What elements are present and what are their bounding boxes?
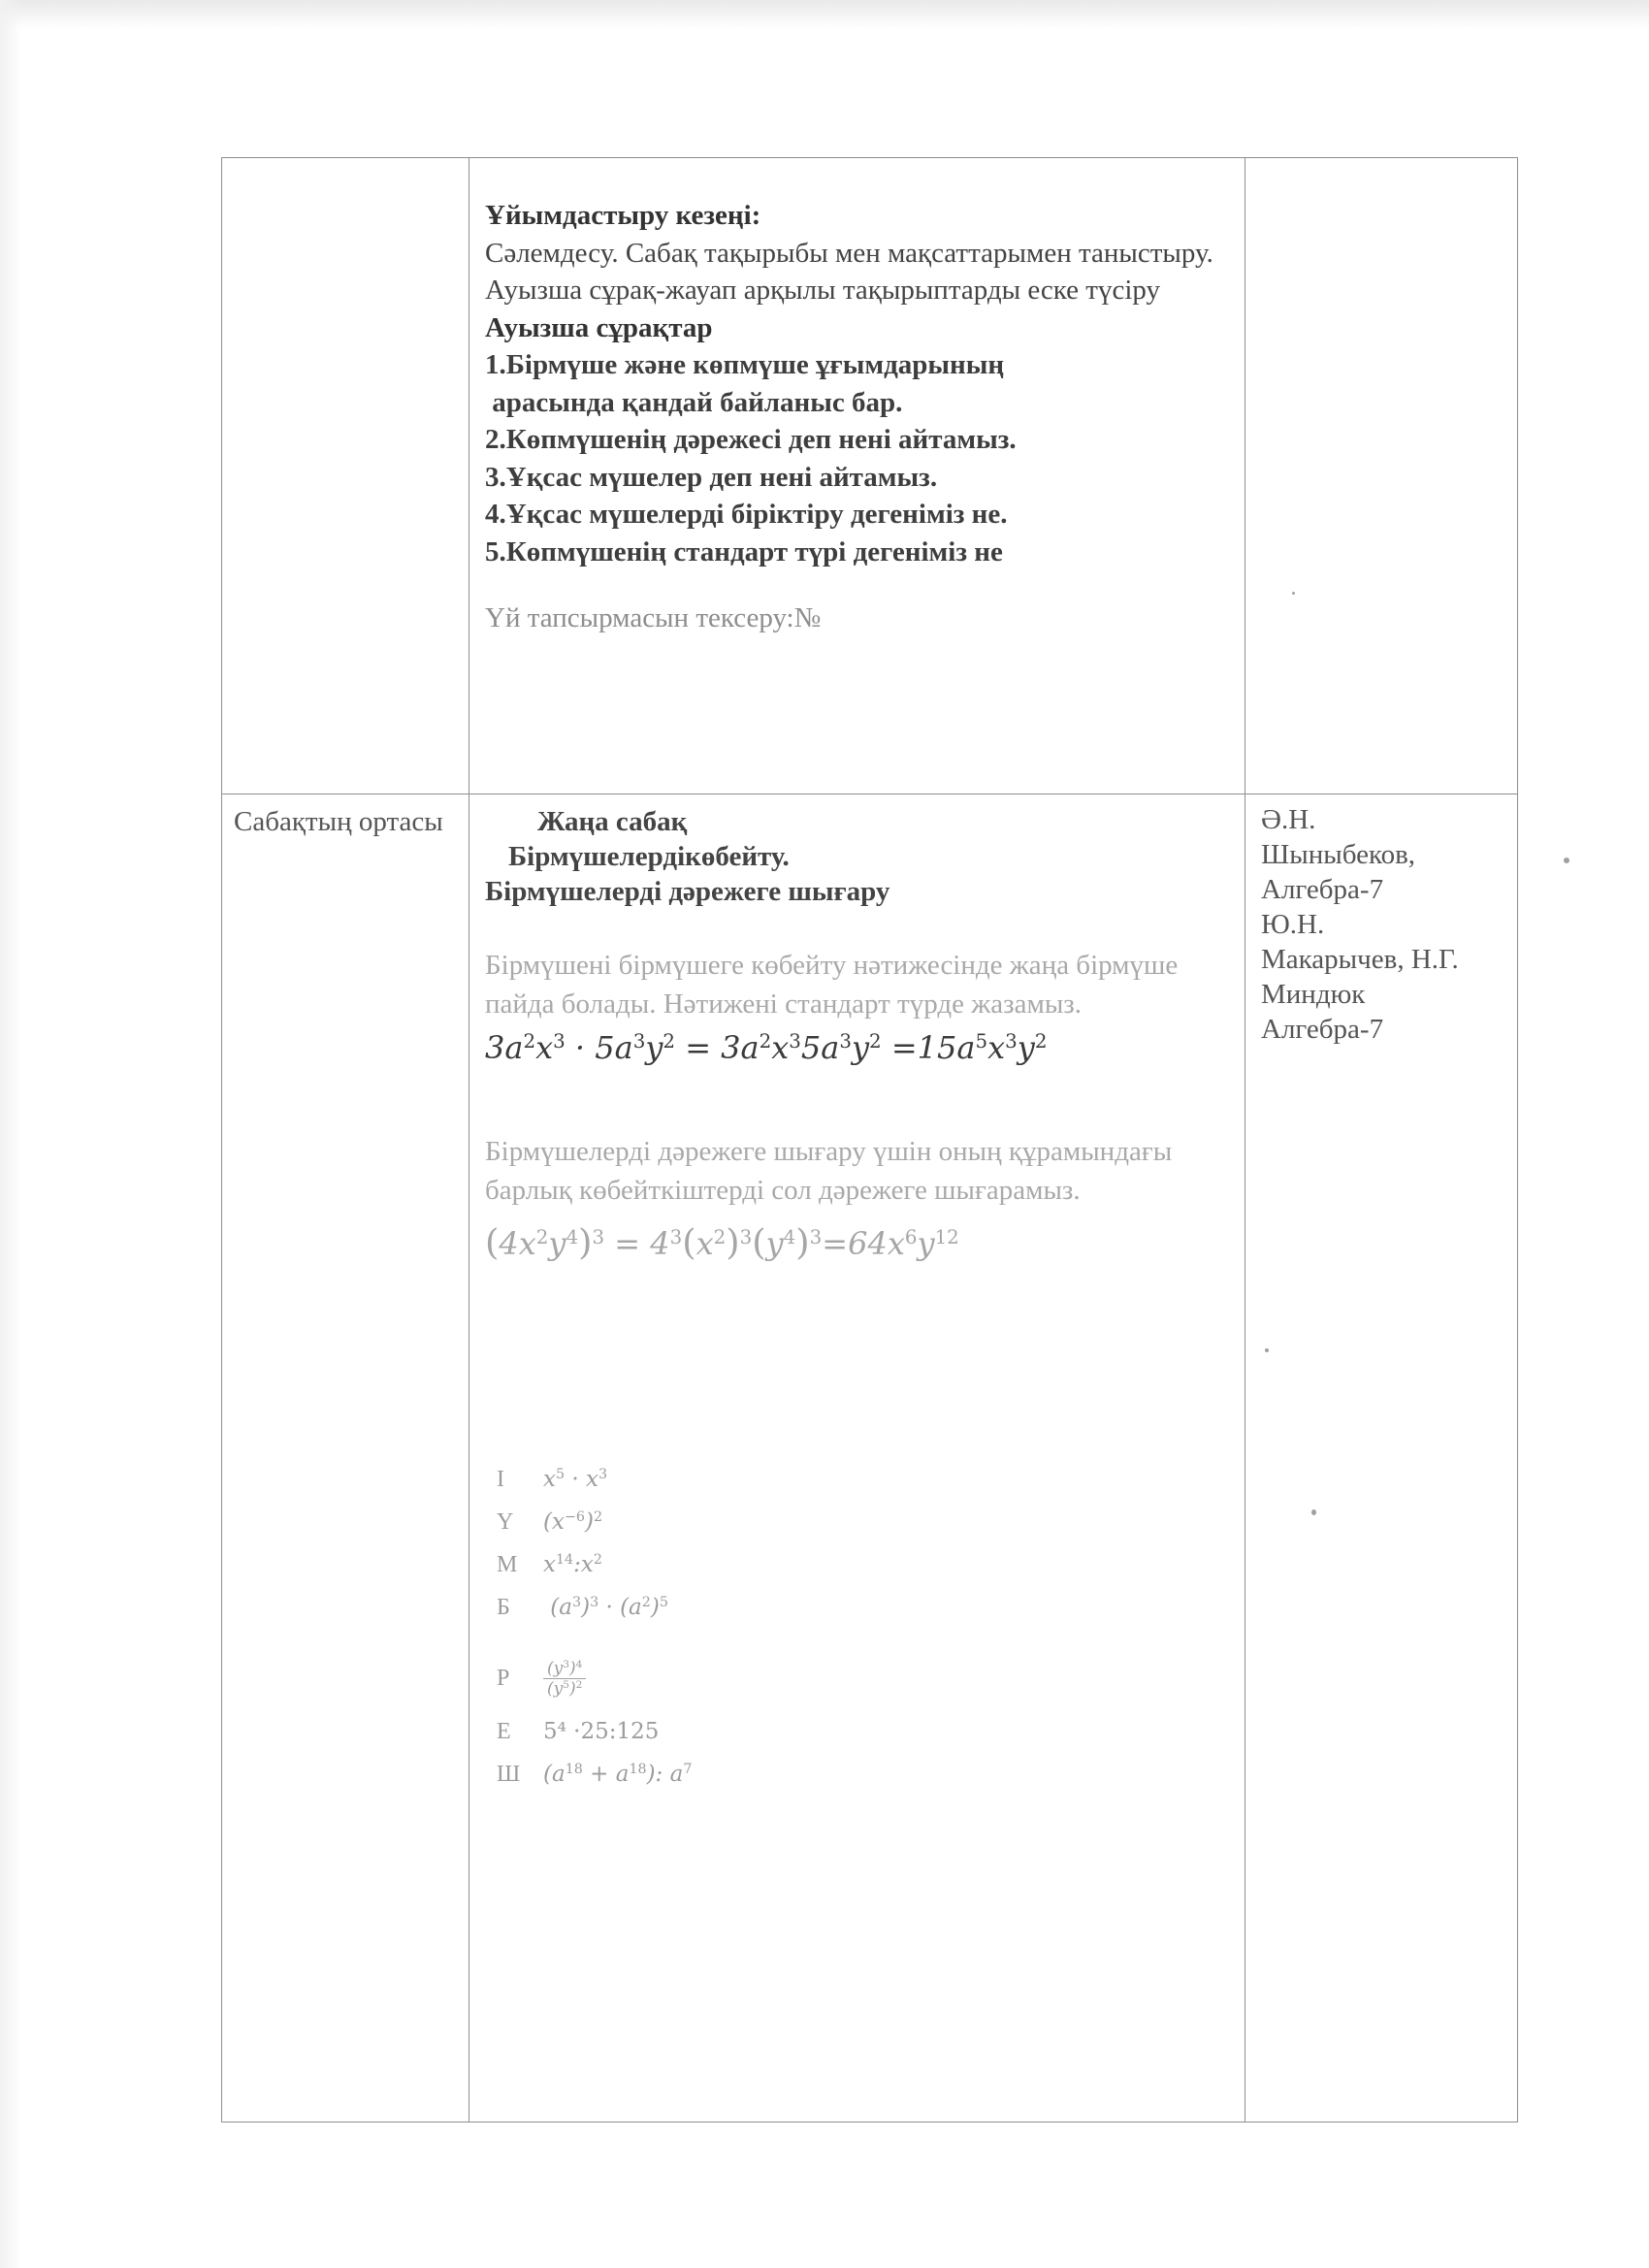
exercise-item [497, 1552, 1235, 1595]
exercise-expression: $x^5 \cdot x^3$ [543, 1467, 608, 1493]
exercise-letter: Б [497, 1595, 510, 1621]
resource-line: Ю.Н. [1261, 909, 1325, 941]
exercise-item [497, 1719, 1235, 1762]
scan-edge-shadow [0, 0, 1649, 29]
new-lesson-title: Жаңа сабақ [537, 806, 688, 838]
recall-text: Ауызша сұрақ-жауап арқылы тақырыптарды еске түсіру [485, 275, 1160, 306]
exercise-item [497, 1637, 1235, 1719]
table-row [222, 794, 1518, 2122]
exercise-expression: $(a^3)^3 \cdot (a^2)^5$ [543, 1595, 668, 1621]
exercise-expression: $x^{14}:x^2$ [543, 1552, 602, 1578]
stage-label: Сабақтың ортасы [234, 806, 443, 838]
exercise-expression: 5⁴ ·25:125 [543, 1719, 660, 1745]
topic-power: Бірмүшелерді дәрежеге шығару [485, 876, 890, 908]
question-line: 2.Көпмүшенің дәрежесі деп нені айтамыз. [485, 424, 1017, 455]
exercise-letter: Ш [497, 1762, 521, 1788]
exercise-fraction: $\frac{(y^3)^4}{(y^5)^2}$ [543, 1659, 586, 1699]
exercise-letter: М [497, 1552, 518, 1578]
exercise-expression: $(a^{18} + a^{18})$: $a^7$ [543, 1762, 693, 1788]
scan-speck [1564, 858, 1569, 863]
question-line: 4.Ұқсас мүшелерді біріктіру дегеніміз не. [485, 499, 1008, 530]
organization-cell [469, 158, 1245, 794]
resources-cell-empty [1245, 158, 1518, 794]
homework-check: Үй тапсырмасын тексеру:№ [485, 602, 822, 633]
table-row [222, 158, 1518, 794]
resource-line: Ә.Н. [1261, 804, 1316, 836]
exercise-item [497, 1595, 1235, 1637]
exercise-expression [543, 1659, 586, 1699]
stage-cell-empty [222, 158, 469, 794]
resources-list [1245, 794, 1517, 1047]
power-rule: Бірмүшелерді дәрежеге шығару үшін оның құрамындағы барлық көбейткіштерді сол дәрежеге шығарамыз. [485, 1136, 1173, 1207]
exercise-item [497, 1467, 1235, 1509]
exercise-letter: Р [497, 1665, 510, 1691]
question-line: 3.Ұқсас мүшелер деп нені айтамыз. [485, 461, 938, 493]
multiply-example-formula: $3a^2x^3 \cdot 5a^3y^2 = 3a^2x^35a^3y^2 =15a^5x^3y^2$ [485, 1029, 1048, 1067]
exercise-list [485, 1467, 1235, 1804]
organization-heading: Ұйымдастыру кезеңі: [485, 200, 761, 231]
scan-speck [1265, 1348, 1269, 1352]
exercise-expression: $(x^{-6})^2$ [543, 1509, 603, 1536]
resource-line: Макарычев, Н.Г. [1261, 944, 1459, 976]
exercise-letter: І [497, 1467, 504, 1493]
new-lesson-cell [469, 794, 1245, 2122]
multiply-rule: Бірмүшені бірмүшеге көбейту нәтижесінде жаңа бірмүше пайда болады. Нәтижені стандарт түрде жазамыз. [485, 950, 1179, 1021]
resource-line: Шыныбеков, [1261, 839, 1416, 871]
resource-line: Алгебра-7 [1261, 1014, 1384, 1046]
resources-cell [1245, 794, 1518, 2122]
oral-questions-heading: Ауызша сұрақтар [485, 311, 713, 343]
question-line: 1.Бірмүше және көпмүше ұғымдарының [485, 349, 1005, 380]
exercise-item [497, 1509, 1235, 1552]
exercise-letter: Е [497, 1719, 511, 1745]
scan-speck [1311, 1509, 1316, 1515]
power-example-formula: $(4x^2y^4)^3 = 4^3(x^2)^3(y^4)^3=64x^6y^{12}$ [485, 1221, 959, 1264]
scan-edge-shadow-left [0, 0, 21, 2268]
topic-multiply: Бірмүшелердікөбейту. [508, 841, 790, 873]
resource-line: Алгебра-7 [1261, 874, 1384, 906]
exercise-item [497, 1762, 1235, 1804]
question-line: арасында қандай байланыс бар. [485, 386, 903, 418]
scan-speck [1292, 592, 1295, 595]
stage-label-cell [222, 794, 469, 2122]
greeting-text: Сәлемдесу. Сабақ тақырыбы мен мақсаттарымен таныстыру. [485, 237, 1213, 269]
question-line: 5.Көпмүшенің стандарт түрі дегеніміз не [485, 535, 1003, 567]
resource-line: Миндюк [1261, 979, 1366, 1011]
lesson-plan-table [221, 157, 1518, 2122]
exercise-letter: Ү [497, 1509, 514, 1536]
